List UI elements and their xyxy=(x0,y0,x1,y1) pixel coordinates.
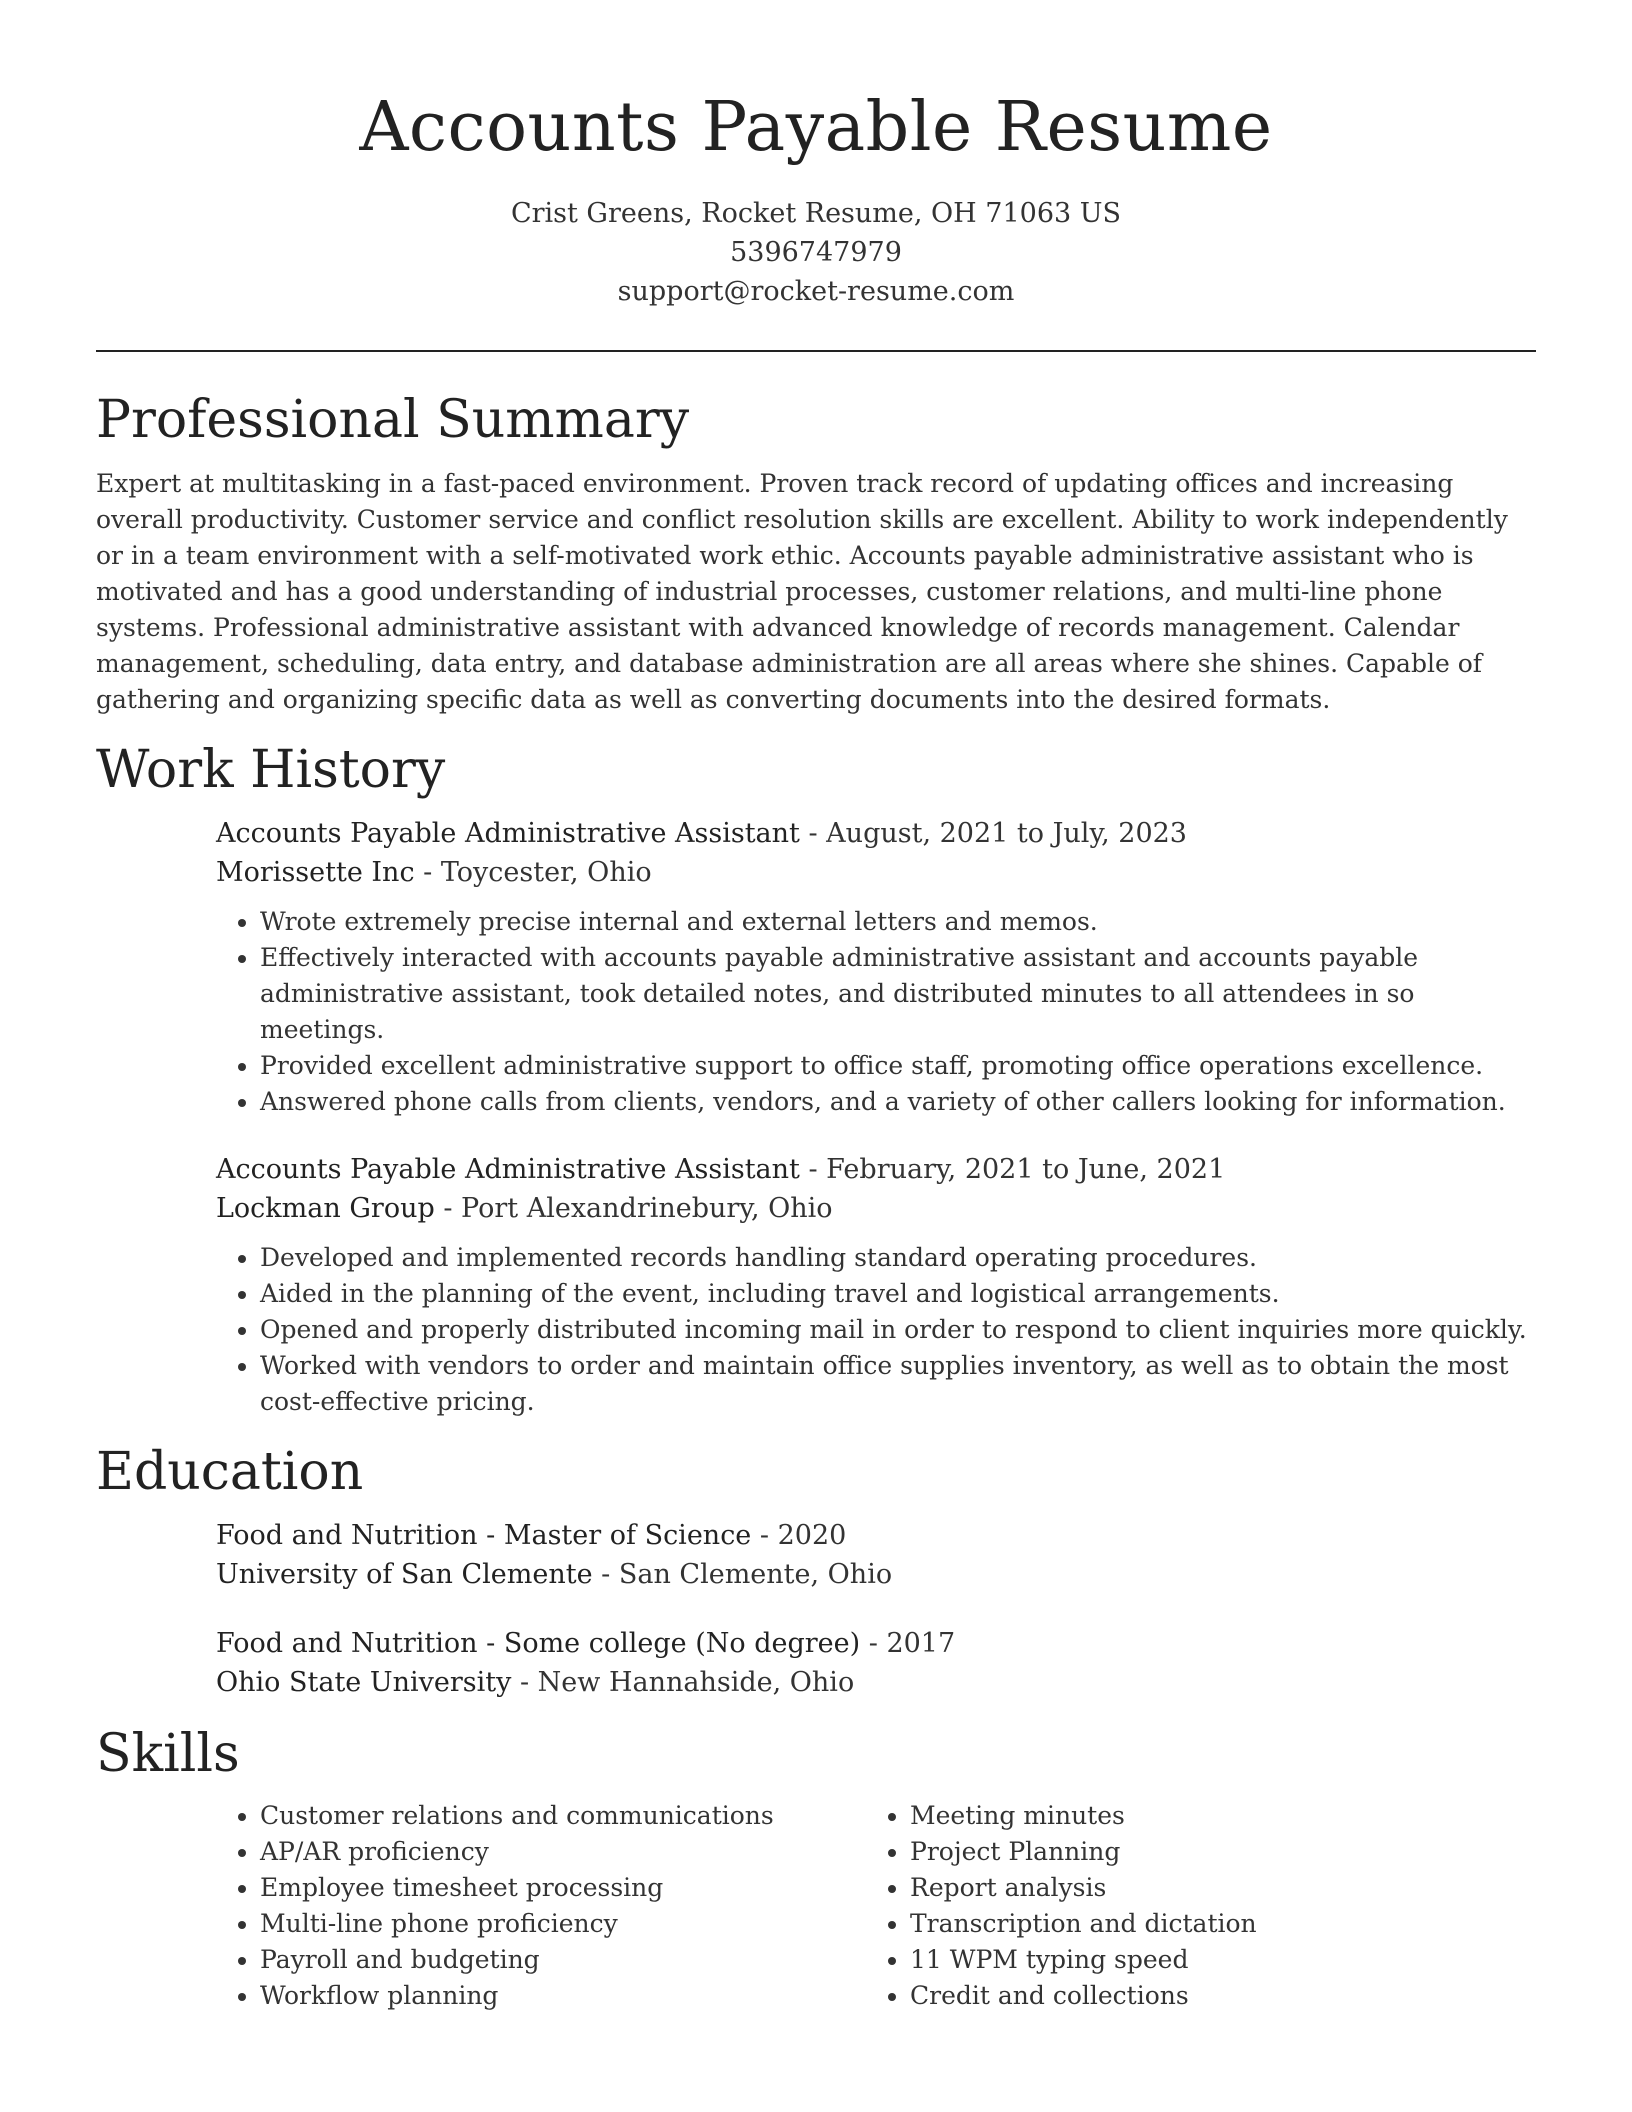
job-bullet: • Effectively interacted with accounts payable administrative assistant and accounts payable administrative assistant, took detailed notes, and distributed minutes to all attendees in so meetings. xyxy=(260,940,1536,1048)
skill-item: • Meeting minutes xyxy=(910,1798,1516,1834)
work-section xyxy=(96,738,1536,1420)
skills-section xyxy=(96,1722,1536,2014)
skill-item: • AP/AR proficiency xyxy=(260,1834,866,1870)
job-title: Accounts Payable Administrative Assistant xyxy=(216,1154,800,1185)
education-location: - San Clemente, Ohio xyxy=(592,1559,893,1590)
education-year: - 2017 xyxy=(860,1628,956,1659)
education-school-line xyxy=(216,1555,1536,1594)
summary-text: Expert at multitasking in a fast-paced environment. Proven track record of updating offices and increasing overall productivity. Customer service and conflict resolution skills are excellent. Ability to work independently or in a team environment with a self-motivated work ethic. Accounts payable administrative assistant who is motivated and has a good understanding of industrial processes, customer relations, and multi-line phone systems. Professional administrative assistant with advanced knowledge of records management. Calendar management, scheduling, data entry, and database administration are all areas where she shines. Capable of gathering and organizing specific data as well as converting documents into the desired formats. xyxy=(96,469,1508,714)
job-bullet: • Worked with vendors to order and maintain office supplies inventory, as well as to obtain the most cost-effective pricing. xyxy=(260,1348,1536,1420)
contact-block xyxy=(96,194,1536,311)
education-degree: - Master of Science xyxy=(477,1520,752,1551)
skills-list-right xyxy=(866,1798,1516,2014)
resume-page xyxy=(96,0,1536,2014)
skill-item: • Multi-line phone proficiency xyxy=(260,1906,866,1942)
job-bullets xyxy=(216,904,1536,1120)
education-degree-line xyxy=(216,1516,1536,1555)
skills-column-left xyxy=(216,1798,866,2014)
education-degree: - Some college (No degree) xyxy=(477,1628,861,1659)
work-heading: Work History xyxy=(96,740,446,800)
job-title-line xyxy=(216,1150,1536,1189)
job-bullet: • Aided in the planning of the event, including travel and logistical arrangements. xyxy=(260,1276,1536,1312)
education-school: University of San Clemente xyxy=(216,1559,593,1590)
job-company-line xyxy=(216,853,1536,892)
job-bullet: • Opened and properly distributed incoming mail in order to respond to client inquiries more quickly. xyxy=(260,1312,1536,1348)
summary-heading: Professional Summary xyxy=(96,390,690,450)
education-entry xyxy=(216,1516,1536,1594)
education-heading: Education xyxy=(96,1442,364,1502)
header-divider xyxy=(96,350,1536,352)
skill-item: • Payroll and budgeting xyxy=(260,1942,866,1978)
education-school-line xyxy=(216,1663,1536,1702)
skill-item: • Transcription and dictation xyxy=(910,1906,1516,1942)
education-location: - New Hannahside, Ohio xyxy=(511,1667,855,1698)
job-bullet: • Provided excellent administrative support to office staff, promoting office operations excellence. xyxy=(260,1048,1536,1084)
contact-address: Crist Greens, Rocket Resume, OH 71063 US xyxy=(510,198,1122,229)
job-company: Morissette Inc xyxy=(216,857,415,888)
job-title: Accounts Payable Administrative Assistant xyxy=(216,818,800,849)
job-title-line xyxy=(216,814,1536,853)
skill-item: • 11 WPM typing speed xyxy=(910,1942,1516,1978)
skills-heading: Skills xyxy=(96,1724,240,1784)
skill-item: • Customer relations and communications xyxy=(260,1798,866,1834)
job-bullet: • Developed and implemented records handling standard operating procedures. xyxy=(260,1240,1536,1276)
skill-item: • Project Planning xyxy=(910,1834,1516,1870)
job-company-line xyxy=(216,1189,1536,1228)
skill-item: • Employee timesheet processing xyxy=(260,1870,866,1906)
skill-item: • Credit and collections xyxy=(910,1978,1516,2014)
skill-item: • Report analysis xyxy=(910,1870,1516,1906)
job-location: - Port Alexandrinebury, Ohio xyxy=(434,1193,833,1224)
education-school: Ohio State University xyxy=(216,1667,512,1698)
job-location: - Toycester, Ohio xyxy=(414,857,652,888)
job-entry xyxy=(216,1150,1536,1420)
skills-column-right xyxy=(866,1798,1516,2014)
job-bullet: • Answered phone calls from clients, vendors, and a variety of other callers looking for information. xyxy=(260,1084,1536,1120)
job-entry xyxy=(216,814,1536,1120)
contact-email: support@rocket-resume.com xyxy=(617,276,1015,307)
skills-grid xyxy=(216,1798,1536,2014)
education-year: - 2020 xyxy=(751,1520,847,1551)
job-bullets xyxy=(216,1240,1536,1420)
education-field: Food and Nutrition xyxy=(216,1520,478,1551)
summary-section xyxy=(96,388,1536,718)
job-bullet: • Wrote extremely precise internal and external letters and memos. xyxy=(260,904,1536,940)
education-section xyxy=(96,1440,1536,1702)
education-entry xyxy=(216,1624,1536,1702)
education-field: Food and Nutrition xyxy=(216,1628,478,1659)
skills-list-left xyxy=(216,1798,866,2014)
job-dates: - February, 2021 to June, 2021 xyxy=(799,1154,1226,1185)
job-company: Lockman Group xyxy=(216,1193,435,1224)
contact-phone: 5396747979 xyxy=(730,237,902,268)
education-degree-line xyxy=(216,1624,1536,1663)
resume-header xyxy=(96,0,1536,311)
skill-item: • Workflow planning xyxy=(260,1978,866,2014)
job-dates: - August, 2021 to July, 2023 xyxy=(799,818,1187,849)
resume-title: Accounts Payable Resume xyxy=(359,88,1273,167)
